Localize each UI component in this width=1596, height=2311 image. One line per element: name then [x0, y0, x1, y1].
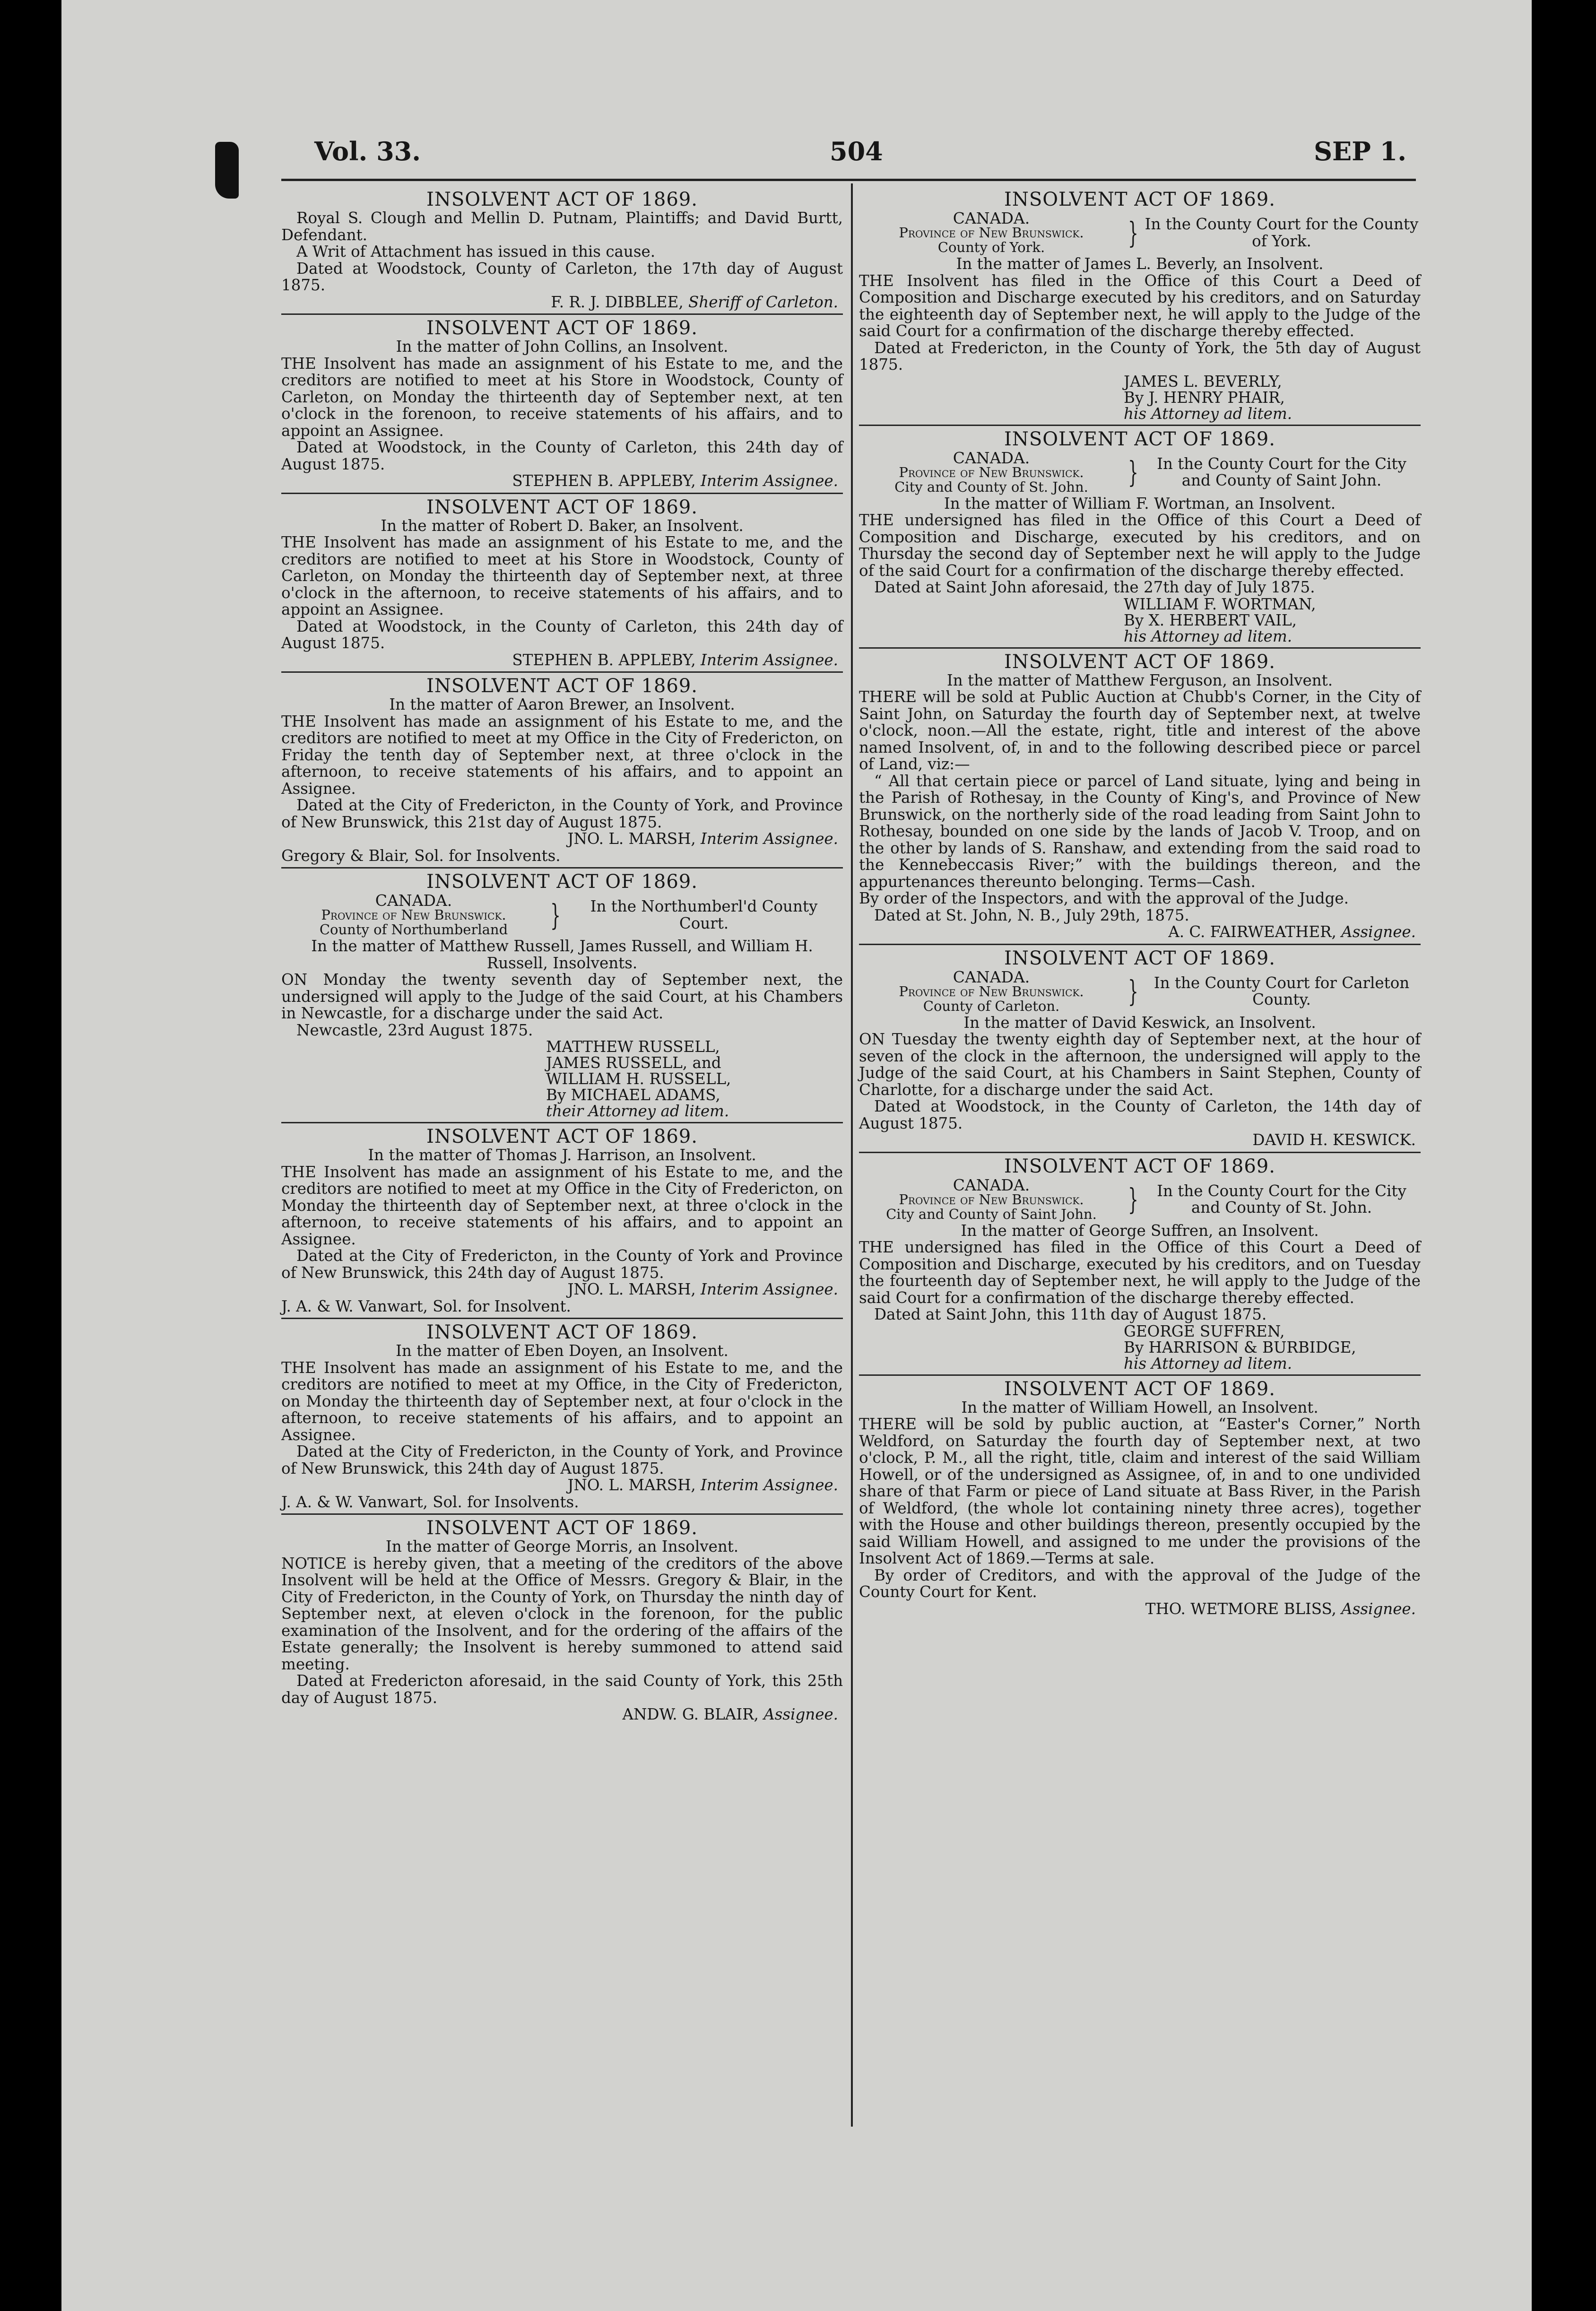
notice-body: A Writ of Attachment has issued in this cause.	[296, 243, 656, 261]
notice-title: INSOLVENT ACT OF 1869.	[426, 1126, 698, 1147]
page-number: 504	[830, 136, 883, 166]
court-country: CANADA.	[953, 967, 1030, 986]
notice-body: THE Insolvent has made an assignment of his Estate to me, and the creditors are notified to meet at his Store in Woodstock, County of Carleton, on Monday the thirteenth day of September next, at ten o'clock in the forenoon, to receive statements of his affairs, and to appoint an Assignee.	[281, 354, 843, 440]
notice-title: INSOLVENT ACT OF 1869.	[1004, 947, 1275, 969]
notice-matter: In the matter of Thomas J. Harrison, an Insolvent.	[368, 1146, 756, 1164]
court-country: CANADA.	[375, 891, 452, 910]
notice-dated: Dated at Woodstock, in the County of Carleton, this 24th day of August 1875.	[281, 438, 843, 473]
signatory-line: By X. HERBERT VAIL,	[1124, 611, 1297, 629]
notice-body: THERE will be sold at Public Auction at Chubb's Corner, in the City of Saint John, on Saturday the fourth day of September next, at twelve o'clock, noon.—All the estate, right, title and interest of the above named Insolvent, of, in and to the following described piece or parcel of Land, viz:—	[859, 688, 1421, 773]
left-column	[281, 189, 843, 1723]
signatory-name: THO. WETMORE BLISS,	[1145, 1599, 1336, 1618]
column-divider	[851, 183, 853, 2127]
signatory-role: Assignee.	[763, 1705, 838, 1723]
notice-title: INSOLVENT ACT OF 1869.	[1004, 651, 1275, 673]
notice-matter: In the matter of George Morris, an Insolvent.	[385, 1538, 739, 1555]
court-jurisdiction	[859, 967, 1124, 1014]
notice-signature	[281, 1039, 843, 1119]
signatory-role: his Attorney ad litem.	[1124, 1354, 1292, 1373]
court-county: County of Carleton.	[923, 998, 1060, 1014]
notice-aaron-brewer	[281, 671, 843, 864]
paper-page	[61, 0, 1532, 2311]
court-county: City and County of Saint John.	[886, 1206, 1097, 1222]
notice-body: THE undersigned has filed in the Office of this Court a Deed of Composition and Discharge, executed by his creditors, and on Tuesday the fourteenth day of September next, he will apply to the Judge of the said Court for a confirmation of the discharge thereby effected.	[859, 1238, 1421, 1307]
notice-body: NOTICE is hereby given, that a meeting of the creditors of the above Insolvent will be held at the Office of Messrs. Gregory & Blair, in the City of Fredericton, in the County of York, on Thursday the ninth day of September next, at eleven o'clock in the forenoon, for the public examination of the Insolvent, and for the ordering of the affairs of the Estate generally; the Insolvent is hereby summoned to attend said meeting.	[281, 1554, 843, 1673]
notice-matter: In the matter of Aaron Brewer, an Insolvent.	[389, 695, 735, 713]
court-caption	[281, 893, 843, 937]
court-name: In the County Court for the City and County of St. John.	[1157, 1182, 1406, 1216]
court-name: In the County Court for the City and County of Saint John.	[1157, 454, 1406, 489]
notice-solicitor: Gregory & Blair, Sol. for Insolvents.	[281, 846, 561, 865]
notice-matter: In the matter of George Suffren, an Insolvent.	[961, 1221, 1319, 1240]
notice-body: THE Insolvent has made an assignment of his Estate to me, and the creditors are notified to meet at his Store in Woodstock, County of Carleton, on Monday the thirteenth day of September next, at three o'clock in the afternoon, to receive statements of his affairs, and to appoint an Assignee.	[281, 533, 843, 618]
signatory-role: Interim Assignee.	[701, 1280, 838, 1298]
court-caption	[859, 1175, 1421, 1222]
court-province: Province of New Brunswick.	[899, 1191, 1084, 1208]
notice-solicitor: J. A. & W. Vanwart, Sol. for Insolvents.	[281, 1493, 579, 1511]
notice-body: THE Insolvent has made an assignment of his Estate to me, and the creditors are notified to meet at my Office in the City of Fredericton, on Friday the tenth day of September next, at three o'clock in the afternoon, to receive statements of his affairs, and to appoint an Assignee.	[281, 712, 843, 798]
court-country: CANADA.	[953, 209, 1030, 227]
notice-title: INSOLVENT ACT OF 1869.	[426, 189, 698, 210]
court-jurisdiction	[859, 1175, 1124, 1222]
court-county: County of Northumberland	[319, 921, 508, 938]
signatory-line: By J. HENRY PHAIR,	[1124, 388, 1285, 407]
notice-signature	[859, 924, 1421, 941]
volume-number: Vol. 33.	[314, 136, 421, 166]
notice-dated: Dated at Woodstock, County of Carleton, the 17th day of August 1875.	[281, 259, 843, 294]
notice-dated: Dated at Woodstock, in the County of Carleton, the 14th day of August 1875.	[859, 1097, 1421, 1132]
header-rule	[281, 179, 1416, 181]
issue-date: SEP 1.	[1314, 136, 1406, 166]
notice-matter: In the matter of William Howell, an Insolvent.	[961, 1398, 1318, 1416]
notice-dated: Dated at Fredericton, in the County of York, the 5th day of August 1875.	[859, 339, 1421, 374]
court-jurisdiction	[859, 448, 1124, 495]
notice-title: INSOLVENT ACT OF 1869.	[1004, 1378, 1275, 1400]
signatory-role: Sheriff of Carleton.	[688, 293, 838, 311]
signatory-line: WILLIAM F. WORTMAN,	[1124, 595, 1316, 613]
notice-title: INSOLVENT ACT OF 1869.	[426, 1517, 698, 1539]
notice-dated: Dated at Saint John aforesaid, the 27th day of July 1875.	[874, 578, 1315, 596]
notice-signature	[281, 831, 843, 848]
notice-dated: Dated at St. John, N. B., July 29th, 1875.	[874, 906, 1189, 924]
notice-title: INSOLVENT ACT OF 1869.	[426, 1321, 698, 1343]
court-county: County of York.	[937, 239, 1045, 255]
notice-title: INSOLVENT ACT OF 1869.	[426, 675, 698, 697]
brace-glyph: }	[550, 897, 561, 932]
brace-glyph: }	[1128, 1182, 1138, 1216]
notice-dated: Dated at the City of Fredericton, in the County of York, and Province of New Brunswick, this 21st day of August 1875.	[281, 796, 843, 831]
notice-body: THE Insolvent has made an assignment of his Estate to me, and the creditors are notified to meet at my Office in the City of Fredericton, on Monday the thirteenth day of September next, at three o'clock in the afternoon, to receive statements of his affairs, and to appoint an Assignee.	[281, 1163, 843, 1248]
notice-thomas-harrison	[281, 1122, 843, 1315]
signatory-name: STEPHEN B. APPLEBY,	[512, 651, 696, 669]
signatory-name: DAVID H. KESWICK.	[1252, 1131, 1416, 1149]
court-country: CANADA.	[953, 1175, 1030, 1194]
notice-signature	[281, 1706, 843, 1723]
notice-signature	[859, 1601, 1421, 1618]
notice-matter: In the matter of Matthew Ferguson, an Insolvent.	[946, 671, 1333, 689]
brace-glyph: }	[1128, 455, 1138, 489]
signatory-name: STEPHEN B. APPLEBY,	[512, 472, 696, 490]
signatory-line: JAMES RUSSELL, and	[546, 1054, 721, 1072]
court-jurisdiction	[859, 211, 1124, 255]
notice-matthew-ferguson	[859, 647, 1421, 941]
signatory-line: WILLIAM H. RUSSELL,	[546, 1070, 731, 1088]
notice-signature	[281, 473, 843, 490]
notice-body: ON Monday the twenty seventh day of September next, the undersigned will apply to the Judge of the said Court, at his Chambers in Newcastle, for a discharge under the said Act.	[281, 971, 843, 1022]
notice-signature	[859, 374, 1421, 422]
ink-mark	[215, 142, 239, 199]
property-description: “ All that certain piece or parcel of Land situate, lying and being in the Parish of Rothesay, in the County of King's, and Province of New Brunswick, on the northerly side of the road leading from Saint John to Rothesay, bounded on one side by the lands of Jacob V. Troop, and on the other by lands of S. Ranshaw, and extending from the said road to the Kennebeccasis River;” with the buildings thereon, and the appurtenances thereunto belonging. Terms—Cash.	[859, 772, 1421, 891]
notice-body: THE undersigned has filed in the Office of this Court a Deed of Composition and Discharge, executed by his creditors, and on Thursday the second day of September next he will apply to the Judge of the said Court for a confirmation of the discharge thereby effected.	[859, 511, 1421, 580]
court-caption	[859, 967, 1421, 1014]
notice-body: THE Insolvent has made an assignment of his Estate to me, and the creditors are notified to meet at my Office, in the City of Fredericton, on Monday the thirteenth day of September next, at four o'clock in the afternoon, to receive statements of his affairs, and to appoint an Assignee.	[281, 1358, 843, 1444]
signatory-line: MATTHEW RUSSELL,	[546, 1038, 720, 1056]
signatory-role: his Attorney ad litem.	[1124, 627, 1292, 645]
notice-signature	[281, 294, 843, 311]
court-province: Province of New Brunswick.	[899, 225, 1084, 241]
signatory-line: By MICHAEL ADAMS,	[546, 1086, 720, 1104]
court-country: CANADA.	[953, 448, 1030, 467]
notice-solicitor: J. A. & W. Vanwart, Sol. for Insolvent.	[281, 1297, 571, 1315]
notice-clough-burtt	[281, 189, 843, 311]
notice-james-beverly	[859, 189, 1421, 422]
notice-signature	[281, 1281, 843, 1298]
notice-matter: In the matter of David Keswick, an Insolvent.	[963, 1013, 1316, 1032]
notice-title: INSOLVENT ACT OF 1869.	[1004, 189, 1275, 210]
notice-matter: In the matter of John Collins, an Insolvent.	[396, 338, 729, 356]
notice-george-morris	[281, 1513, 843, 1723]
notice-russell	[281, 867, 843, 1119]
notice-william-wortman	[859, 425, 1421, 644]
court-province: Province of New Brunswick.	[899, 464, 1084, 480]
notice-william-howell	[859, 1374, 1421, 1618]
signatory-line: GEORGE SUFFREN,	[1124, 1322, 1285, 1340]
notice-body: THE Insolvent has filed in the Office of this Court a Deed of Composition and Discharge executed by his creditors, and on Saturday the eighteenth day of September next, he will apply to the Judge of the said Court for a confirmation of the discharge thereby effected.	[859, 271, 1421, 340]
notice-dated: Dated at the City of Fredericton, in the County of York, and Province of New Brunswick, this 24th day of August 1875.	[281, 1442, 843, 1477]
notice-body: ON Tuesday the twenty eighth day of September next, at the hour of seven of the clock in the afternoon, the undersigned will apply to the Judge of the said Court, at his Chambers in Saint Stephen, County of Charlotte, for a discharge under the said Act.	[859, 1030, 1421, 1099]
signatory-role: Assignee.	[1341, 1599, 1416, 1618]
court-province: Province of New Brunswick.	[321, 907, 506, 923]
court-name: In the County Court for the County of York.	[1145, 215, 1419, 250]
notice-eben-doyen	[281, 1318, 843, 1511]
court-caption	[859, 211, 1421, 255]
notice-title: INSOLVENT ACT OF 1869.	[1004, 1155, 1275, 1177]
signatory-name: A. C. FAIRWEATHER,	[1168, 923, 1336, 941]
notice-signature	[859, 1323, 1421, 1372]
signatory-role: his Attorney ad litem.	[1124, 404, 1292, 423]
notice-dated: Dated at the City of Fredericton, in the County of York and Province of New Brunswick, this 24th day of August 1875.	[281, 1247, 843, 1282]
court-caption	[859, 448, 1421, 495]
notice-title: INSOLVENT ACT OF 1869.	[426, 317, 698, 339]
signatory-role: Interim Assignee.	[701, 830, 838, 848]
notice-title: INSOLVENT ACT OF 1869.	[426, 871, 698, 893]
notice-john-collins	[281, 313, 843, 490]
signatory-line: JAMES L. BEVERLY,	[1124, 372, 1282, 391]
notice-signature	[281, 652, 843, 669]
court-name: In the Northumberl'd County Court.	[590, 897, 818, 932]
notice-order: By order of the Inspectors, and with the approval of the Judge.	[859, 889, 1349, 907]
notice-parties: Royal S. Clough and Mellin D. Putnam, Plaintiffs; and David Burtt, Defendant.	[281, 209, 843, 244]
signatory-name: ANDW. G. BLAIR,	[622, 1705, 759, 1723]
notice-signature	[859, 596, 1421, 644]
signatory-role: their Attorney ad litem.	[546, 1102, 729, 1120]
court-name: In the County Court for Carleton County.	[1154, 973, 1410, 1008]
court-province: Province of New Brunswick.	[899, 983, 1084, 999]
notice-signature	[859, 1132, 1421, 1149]
notice-title: INSOLVENT ACT OF 1869.	[1004, 428, 1275, 450]
notice-george-suffren	[859, 1152, 1421, 1372]
signatory-name: F. R. J. DIBBLEE,	[551, 293, 684, 311]
notice-david-keswick	[859, 944, 1421, 1149]
signatory-name: JNO. L. MARSH,	[567, 1476, 696, 1494]
notice-dated: Dated at Woodstock, in the County of Carleton, this 24th day of August 1875.	[281, 617, 843, 652]
court-jurisdiction	[281, 893, 546, 937]
right-column	[859, 189, 1421, 1617]
notice-matter: In the matter of James L. Beverly, an Insolvent.	[956, 255, 1324, 273]
notice-dated: Dated at Saint John, this 11th day of August 1875.	[874, 1305, 1267, 1323]
brace-glyph: }	[1128, 215, 1138, 250]
notice-dated: Dated at Fredericton aforesaid, in the said County of York, this 25th day of August 1875.	[281, 1672, 843, 1707]
signatory-role: Interim Assignee.	[701, 472, 838, 490]
notice-matter: In the matter of Eben Doyen, an Insolvent.	[396, 1342, 729, 1360]
signatory-role: Assignee.	[1341, 923, 1416, 941]
court-county: City and County of St. John.	[894, 478, 1088, 495]
signatory-name: JNO. L. MARSH,	[567, 1280, 696, 1298]
signatory-name: JNO. L. MARSH,	[567, 830, 696, 848]
signatory-role: Interim Assignee.	[701, 1476, 838, 1494]
brace-glyph: }	[1128, 974, 1138, 1008]
notice-signature	[281, 1477, 843, 1494]
notice-robert-baker	[281, 493, 843, 669]
notice-matter: In the matter of Robert D. Baker, an Insolvent.	[381, 516, 744, 535]
running-head	[215, 128, 1425, 175]
gazette-page	[215, 128, 1425, 2255]
notice-order: By order of Creditors, and with the approval of the Judge of the County Court for Kent.	[859, 1566, 1421, 1601]
notice-dated: Newcastle, 23rd August 1875.	[296, 1021, 533, 1039]
notice-matter: In the matter of Matthew Russell, James Russell, and William H. Russell, Insolvents.	[311, 937, 813, 972]
notice-body: THERE will be sold by public auction, at “Easter's Corner,” North Weldford, on Saturday the fourth day of September next, at two o'clock, P. M., all the right, title, claim and interest of the said William Howell, or of the undersigned as Assignee, of, in and to one undivided share of that Farm or piece of Land situate at Bass River, in the Parish of Weldford, (the whole lot containing ninety three acres), together with the House and other buildings thereon, presently occupied by the said William Howell, and assigned to me under the provisions of the Insolvent Act of 1869.—Terms at sale.	[859, 1415, 1421, 1567]
notice-matter: In the matter of William F. Wortman, an Insolvent.	[944, 494, 1336, 513]
signatory-line: By HARRISON & BURBIDGE,	[1124, 1338, 1356, 1356]
signatory-role: Interim Assignee.	[701, 651, 838, 669]
notice-title: INSOLVENT ACT OF 1869.	[426, 496, 698, 518]
